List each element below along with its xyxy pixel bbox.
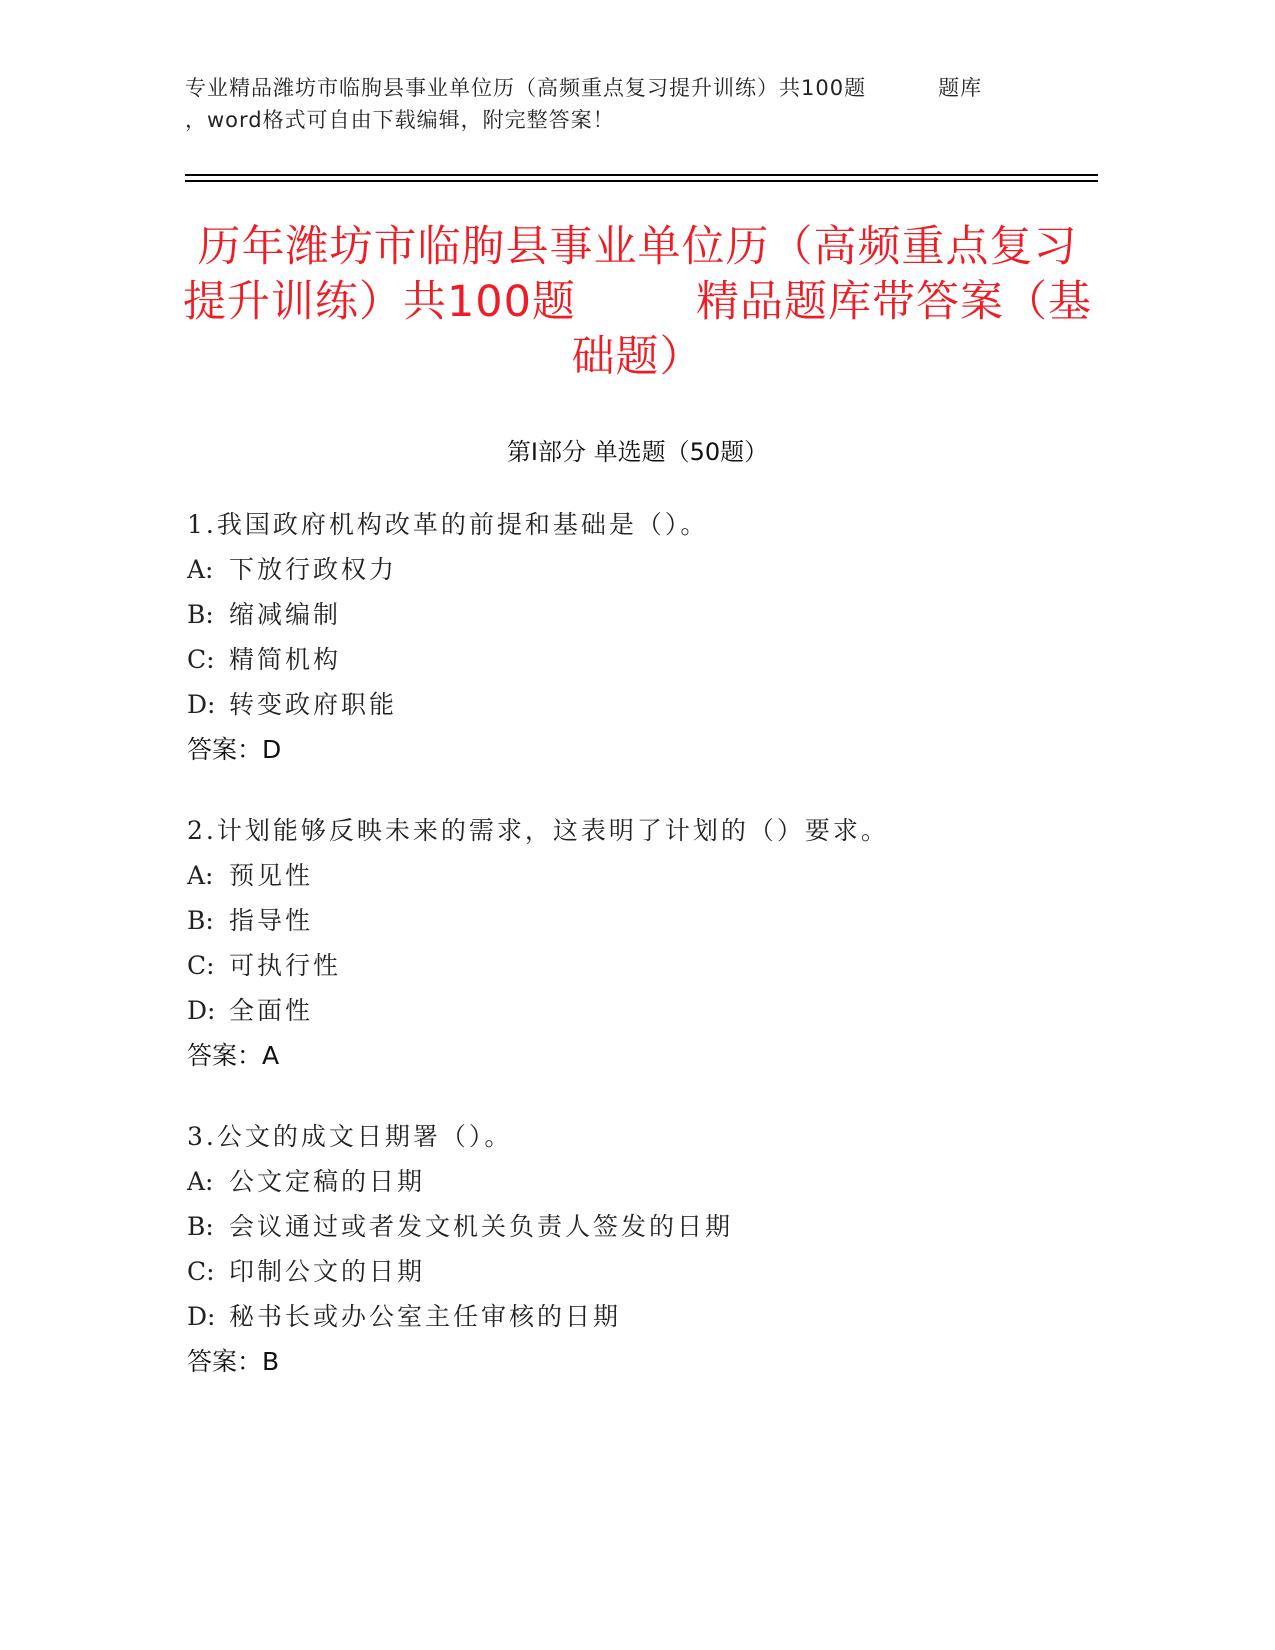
option-text: 全面性: [229, 996, 314, 1025]
option-text: 指导性: [229, 906, 314, 935]
option-c: [187, 943, 1087, 988]
question-1: [187, 502, 1087, 772]
option-text: 公文定稿的日期: [229, 1167, 426, 1196]
option-d: [187, 1294, 1087, 1339]
option-key: A:: [187, 861, 214, 890]
header-description: 专业精品潍坊市临朐县事业单位历（高频重点复习提升训练）共100题: [185, 76, 867, 100]
option-key: C:: [187, 1257, 215, 1286]
option-d: [187, 988, 1087, 1033]
option-a: [187, 1159, 1087, 1204]
option-text: 预见性: [229, 861, 314, 890]
title-part-2: 精品题库带答案（基础题）: [571, 277, 1093, 382]
option-a: [187, 547, 1087, 592]
header-line-2: ，word格式可自由下载编辑，附完整答案！: [185, 108, 615, 132]
option-text: 转变政府职能: [229, 690, 398, 719]
option-c: [187, 1249, 1087, 1294]
section-title: 第Ⅰ部分 单选题（50题）: [506, 438, 769, 466]
option-key: D:: [187, 1302, 216, 1331]
question-stem: 2.计划能够反映未来的需求，这表明了计划的（）要求。: [187, 816, 889, 845]
answer-line: 答案：B: [187, 1347, 280, 1376]
option-key: B:: [187, 906, 214, 935]
header-divider-bottom: [185, 180, 1098, 182]
title-part-1: 历年潍坊市临朐县事业单位历（高频重点复习提升训练）共100题: [182, 222, 1078, 327]
option-text: 印制公文的日期: [229, 1257, 426, 1286]
option-key: B:: [187, 600, 214, 629]
option-b: [187, 1204, 1087, 1249]
option-key: A:: [187, 1167, 214, 1196]
option-key: D:: [187, 996, 216, 1025]
option-a: [187, 853, 1087, 898]
page-header: [185, 72, 1085, 136]
option-c: [187, 637, 1087, 682]
option-b: [187, 592, 1087, 637]
option-key: C:: [187, 645, 215, 674]
option-text: 精简机构: [229, 645, 342, 674]
option-text: 可执行性: [229, 951, 342, 980]
answer-line: 答案：A: [187, 1041, 280, 1070]
option-text: 下放行政权力: [229, 555, 398, 584]
option-text: 秘书长或办公室主任审核的日期: [229, 1302, 622, 1331]
question-stem: 3.公文的成文日期署（）。: [187, 1122, 513, 1151]
option-b: [187, 898, 1087, 943]
question-2: [187, 808, 1087, 1078]
header-line-1: [185, 72, 1085, 104]
option-key: A:: [187, 555, 214, 584]
option-key: C:: [187, 951, 215, 980]
answer-line: 答案：D: [187, 735, 282, 764]
question-stem: 1.我国政府机构改革的前提和基础是（）。: [187, 510, 709, 539]
document-title: [180, 220, 1095, 385]
option-key: D:: [187, 690, 216, 719]
option-text: 缩减编制: [229, 600, 342, 629]
header-divider-top: [185, 174, 1098, 176]
option-key: B:: [187, 1212, 214, 1241]
option-d: [187, 682, 1087, 727]
question-3: [187, 1114, 1087, 1384]
header-tag: 题库: [938, 76, 983, 100]
option-text: 会议通过或者发文机关负责人签发的日期: [229, 1212, 734, 1241]
